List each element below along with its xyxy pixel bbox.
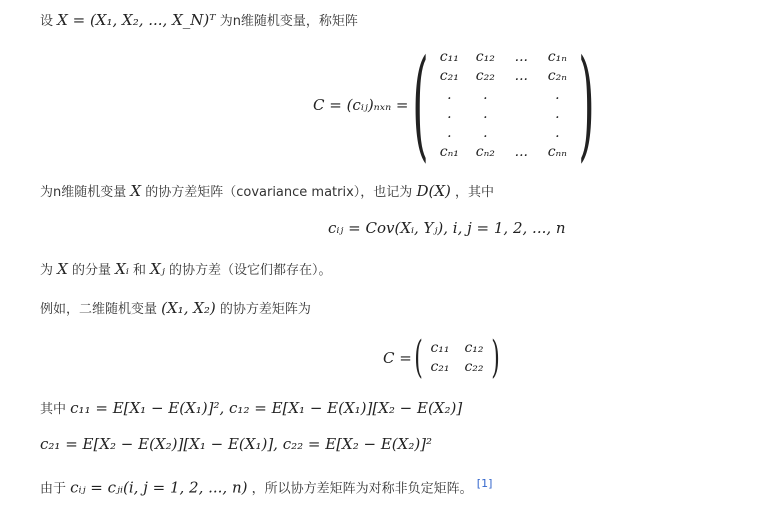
matrix-cell: ... xyxy=(514,49,528,65)
var-x-2: X xyxy=(57,260,68,278)
matrix-cells xyxy=(431,48,575,162)
matrix-cell: . xyxy=(555,125,560,141)
c11-c12-formula: c₁₁ = E[X₁ − E(X₁)]², c₁₂ = E[X₁ − E(X₁)][X₂ − E(X₂)] xyxy=(70,399,463,417)
intro-prefix: 设 xyxy=(40,14,54,29)
matrix-lhs: C = (cᵢⱼ)ₙₓₙ = xyxy=(313,96,409,114)
intro-line xyxy=(40,10,358,32)
c11-prefix: 其中 xyxy=(40,402,67,417)
component-suffix: 的协方差（设它们都存在）。 xyxy=(168,263,332,278)
matrix-cell: c₁₁ xyxy=(430,340,450,356)
matrix-cell: . xyxy=(483,106,488,122)
component-text-1: 的分量 xyxy=(71,263,111,278)
matrix-cell: . xyxy=(447,87,452,103)
symmetry-formula: cᵢⱼ = cⱼᵢ(i, j = 1, 2, ..., n) xyxy=(70,478,248,497)
matrix-cell xyxy=(503,124,539,143)
matrix-cell: cₙ₂ xyxy=(475,144,495,160)
matrix-cell: . xyxy=(447,125,452,141)
left-paren-2: ( xyxy=(414,332,423,383)
matrix-cell: . xyxy=(555,106,560,122)
matrix-cell: c₂₁ xyxy=(439,68,459,84)
example-suffix: 的协方差矩阵为 xyxy=(219,302,311,317)
matrix-cell: c₁ₙ xyxy=(547,49,567,65)
definition-middle: 的协方差矩阵（covariance matrix），也记为 xyxy=(145,185,413,200)
dx-formula: D(X) xyxy=(416,182,451,200)
example-prefix: 例如，二维随机变量 xyxy=(40,302,158,317)
reference-link[interactable]: [1] xyxy=(476,477,493,490)
matrix-cell: ... xyxy=(514,144,528,160)
c21-c22-line xyxy=(40,434,432,456)
symmetry-prefix: 由于 xyxy=(40,481,67,497)
c21-c22-formula: c₂₁ = E[X₂ − E(X₂)][X₁ − E(X₁)], c₂₂ = E[X₂ − E(X₂)]² xyxy=(40,435,433,453)
random-vector-formula: X = (X₁, X₂, ..., X_N)ᵀ xyxy=(57,11,216,29)
matrix-cell: c₁₂ xyxy=(464,340,484,356)
matrix-cell: c₁₁ xyxy=(439,49,459,65)
matrix-cell xyxy=(503,105,539,124)
right-paren: ) xyxy=(578,35,595,174)
covariance-matrix-2x2 xyxy=(383,332,500,383)
matrix-cell: . xyxy=(483,87,488,103)
matrix2-lhs: C = xyxy=(383,349,412,367)
cij-formula: cᵢⱼ = Cov(Xᵢ, Yⱼ), i, j = 1, 2, ..., n xyxy=(328,219,566,237)
matrix-cell: cₙ₁ xyxy=(439,144,459,160)
matrix-cell: c₂₂ xyxy=(475,68,495,84)
covariance-matrix-n xyxy=(313,35,595,174)
matrix-cell: cₙₙ xyxy=(547,144,567,160)
matrix-cell: c₂₁ xyxy=(430,359,450,375)
matrix-cell: c₂ₙ xyxy=(547,68,567,84)
c11-c12-line xyxy=(40,398,462,420)
symmetry-suffix: ，所以协方差矩阵为对称非负定矩阵。 xyxy=(251,481,473,497)
intro-suffix: 为n维随机变量，称矩阵 xyxy=(219,14,358,29)
definition-prefix: 为n维随机变量 xyxy=(40,185,127,200)
matrix-cell: c₁₂ xyxy=(475,49,495,65)
example-line xyxy=(40,298,311,320)
var-xi: Xᵢ xyxy=(115,260,129,278)
component-line xyxy=(40,259,331,281)
matrix-cell: . xyxy=(555,87,560,103)
right-paren-2: ) xyxy=(491,332,500,383)
definition-suffix: ，其中 xyxy=(455,185,495,200)
definition-line xyxy=(40,181,494,203)
var-x: X xyxy=(130,182,142,200)
var-pair: (X₁, X₂) xyxy=(161,299,216,317)
left-paren: ( xyxy=(411,35,429,174)
var-xj: Xⱼ xyxy=(150,260,165,278)
symmetry-line xyxy=(40,474,492,499)
matrix-cell: ... xyxy=(514,68,528,84)
matrix-cell xyxy=(503,86,539,105)
matrix-cell: . xyxy=(447,106,452,122)
component-text-2: 和 xyxy=(132,263,146,278)
matrix-cell: . xyxy=(483,125,488,141)
matrix-cell: c₂₂ xyxy=(464,359,484,375)
matrix2-cells xyxy=(423,339,491,377)
component-prefix: 为 xyxy=(40,263,54,278)
